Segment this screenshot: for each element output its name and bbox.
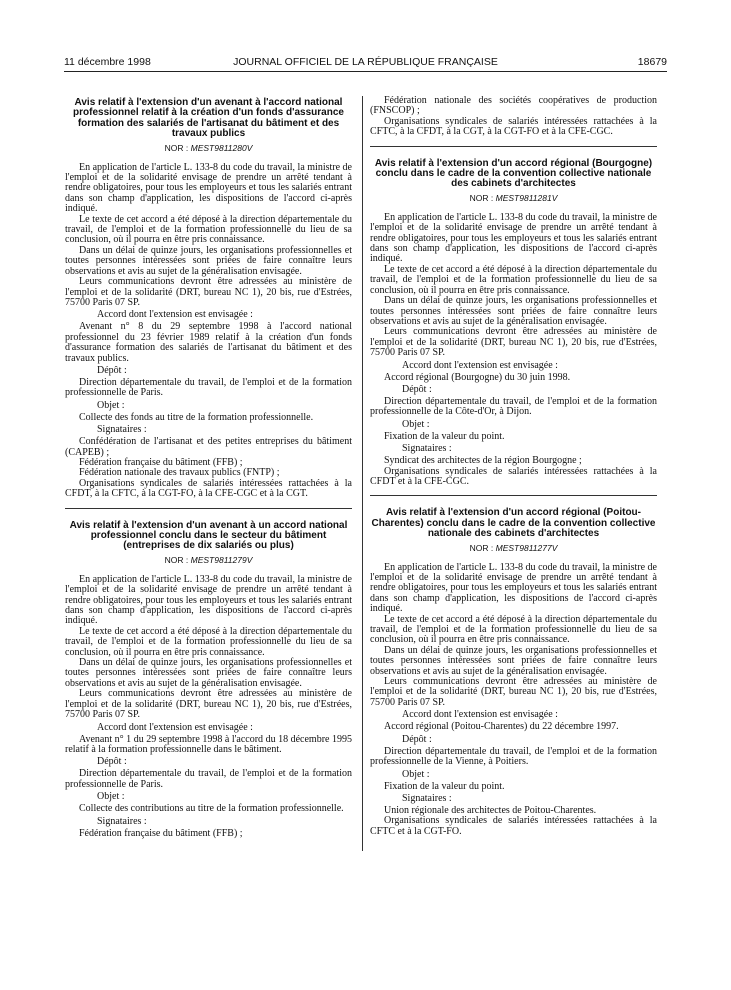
accord-label: Accord dont l'extension est envisagée : — [402, 709, 558, 721]
nor-label: NOR : — [164, 142, 189, 153]
paragraph: Dans un délai de quinze jours, les organisations professionnelles et toutes personnes intéressées sont priées de faire connaître leurs observations et avis au sujet de la généralisation envisagée. — [370, 295, 657, 327]
objet-text: Fixation de la valeur du point. — [384, 780, 505, 792]
depot-text: Direction départementale du travail, de l'emploi et de la formation professionnelle de Paris. — [65, 376, 352, 399]
notice-1-nor — [65, 143, 352, 153]
paragraph: Le texte de cet accord a été déposé à la direction départementale du travail, de l'emploi et de la formation professionnelle du lieu de sa conclusion, où il pourra en être pris connaissance. — [65, 213, 352, 246]
notice-1 — [65, 98, 352, 500]
journal-title: JOURNAL OFFICIEL DE LA RÉPUBLIQUE FRANÇAISE — [233, 56, 498, 68]
paragraph: En application de l'article L. 133-8 du code du travail, la ministre de l'emploi et de la solidarité envisage de prendre un arrêté tendant à rendre obligatoires, pour tous les employeurs et tous les salariés entrant dans son champ d'application, les dispositions de l'accord ci-après indiqué. — [370, 561, 657, 615]
notice-2-nor — [65, 555, 352, 565]
objet-label: Objet : — [97, 791, 125, 803]
signataires-label: Signataires : — [402, 443, 452, 455]
depot-label: Dépôt : — [402, 733, 432, 745]
depot-label: Dépôt : — [97, 364, 127, 376]
nor-label: NOR : — [469, 542, 494, 553]
notice-3-nor — [370, 193, 657, 203]
signatory: Fédération française du bâtiment (FFB) ; — [79, 827, 243, 839]
notice-4-title: Avis relatif à l'extension d'un accord régional (Poitou-Charentes) conclu dans le cadre de la convention collective nationale des cabinets d'architectes — [371, 507, 656, 540]
objet-text: Fixation de la valeur du point. — [384, 430, 505, 442]
notice-2-title: Avis relatif à l'extension d'un avenant à un accord national professionnel conclu dans le secteur du bâtiment (entreprises de dix salariés ou plus) — [69, 519, 348, 552]
notice-4 — [370, 508, 657, 837]
objet-label: Objet : — [402, 418, 430, 430]
paragraph: Le texte de cet accord a été déposé à la direction départementale du travail, de l'emploi et de la formation professionnelle du lieu de sa conclusion, où il pourra en être pris connaissance. — [370, 263, 657, 296]
left-column — [65, 96, 352, 839]
notice-1-title: Avis relatif à l'extension d'un avenant à l'accord national professionnel relatif à la création d'un fonds d'assurance formation des salariés de l'artisanat du bâtiment et des travaux publics — [73, 97, 344, 140]
paragraph: Leurs communications devront être adressées au ministère de l'emploi et de la solidarité (DRT, bureau NC 1), 20 bis, rue d'Estrées, 75700 Paris 07 SP. — [370, 676, 657, 708]
accord-text: Avenant n° 1 du 29 septembre 1998 à l'accord du 18 décembre 1995 relatif à la formation professionnelle dans le bâtiment. — [65, 733, 352, 755]
signatory: Organisations syndicales de salariés intéressées rattachées à la CFDT et à la CFE-CGC. — [370, 465, 657, 487]
notice-3-title: Avis relatif à l'extension d'un accord régional (Bourgogne) conclu dans le cadre de la convention collective nationale des cabinets d'architectes — [374, 157, 653, 190]
depot-text: Direction départementale du travail, de l'emploi et de la formation professionnelle de la Vienne, à Poitiers. — [370, 745, 657, 768]
nor-label: NOR : — [469, 192, 494, 203]
page-number: 18679 — [637, 56, 667, 68]
right-column — [370, 96, 657, 837]
paragraph: En application de l'article L. 133-8 du code du travail, la ministre de l'emploi et de la solidarité envisage de prendre un arrêté tendant à rendre obligatoires, pour tous les employeurs et tous les salariés entrant dans son champ d'application, les dispositions de l'accord ci-après indiqué. — [65, 573, 352, 627]
nor-label: NOR : — [164, 554, 189, 565]
accord-text: Accord régional (Bourgogne) du 30 juin 1998. — [384, 371, 571, 383]
depot-text: Direction départementale du travail, de l'emploi et de la formation professionnelle de la Côte-d'Or, à Dijon. — [370, 395, 657, 418]
page-header — [64, 56, 667, 70]
signatory: Fédération française du bâtiment (FFB) ; — [79, 456, 243, 468]
nor-code: MEST9811277V — [495, 542, 558, 553]
signatory: Union régionale des architectes de Poitou-Charentes. — [384, 804, 597, 816]
nor-code: MEST9811279V — [190, 554, 253, 565]
paragraph: Le texte de cet accord a été déposé à la direction départementale du travail, de l'emploi et de la formation professionnelle du lieu de sa conclusion, où il pourra en être pris connaissance. — [65, 625, 352, 658]
objet-label: Objet : — [97, 399, 125, 411]
paragraph: Leurs communications devront être adressées au ministère de l'emploi et de la solidarité (DRT, bureau NC 1), 20 bis, rue d'Estrées, 75700 Paris 07 SP. — [370, 326, 657, 359]
notice-1-continuation — [370, 96, 657, 138]
paragraph: En application de l'article L. 133-8 du code du travail, la ministre de l'emploi et de la solidarité envisage de prendre un arrêté tendant à rendre obligatoires, pour tous les employeurs et tous les salariés entrant dans son champ d'application, les dispositions de l'accord ci-après indiqué. — [370, 211, 657, 265]
paragraph: Dans un délai de quinze jours, les organisations professionnelles et toutes personnes intéressées sont priées de faire connaître leurs observations et avis au sujet de la généralisation envisagée. — [370, 644, 657, 677]
accord-label: Accord dont l'extension est envisagée : — [402, 359, 558, 371]
nor-code: MEST9811281V — [495, 192, 558, 203]
accord-text: Accord régional (Poitou-Charentes) du 22 décembre 1997. — [384, 721, 619, 733]
objet-text: Collecte des contributions au titre de la formation professionnelle. — [79, 803, 344, 815]
notice-3 — [370, 159, 657, 488]
paragraph: Dans un délai de quinze jours, les organisations professionnelles et toutes personnes intéressées sont priées de faire connaître leurs observations et avis au sujet de la généralisation envisagée. — [65, 657, 352, 689]
accord-text: Avenant n° 8 du 29 septembre 1998 à l'accord national professionnel du 23 février 1989 relatif à la création d'un fonds d'assurance formation des salariés de l'artisanat du bâtiment et des travaux publics. — [65, 321, 352, 364]
objet-label: Objet : — [402, 768, 430, 780]
notice-4-nor — [370, 543, 657, 553]
paragraph: Leurs communications devront être adressées au ministère de l'emploi et de la solidarité (DRT, bureau NC 1), 20 bis, rue d'Estrées, 75700 Paris 07 SP. — [65, 688, 352, 721]
header-rule — [64, 71, 667, 72]
signataires-label: Signataires : — [97, 815, 147, 827]
signataires-label: Signataires : — [402, 792, 452, 804]
nor-code: MEST9811280V — [190, 142, 253, 153]
objet-text: Collecte des fonds au titre de la formation professionnelle. — [79, 411, 314, 423]
accord-label: Accord dont l'extension est envisagée : — [97, 721, 253, 733]
signatory: Organisations syndicales de salariés intéressées rattachées à la CFTC et à la CGT-FO. — [370, 815, 657, 837]
signatory: Organisations syndicales de salariés intéressées rattachées à la CFTC, à la CFDT, à la CGT, à la CGT-FO et à la CFE-CGC. — [370, 115, 657, 138]
accord-label: Accord dont l'extension est envisagée : — [97, 309, 253, 321]
paragraph: En application de l'article L. 133-8 du code du travail, la ministre de l'emploi et de la solidarité envisage de prendre un arrêté tendant à rendre obligatoires, pour tous les employeurs et tous les salariés entrant dans son champ d'application, les dispositions de l'accord ci-après indiqué. — [65, 161, 352, 215]
signatory: Syndicat des architectes de la région Bourgogne ; — [384, 455, 582, 467]
notice-separator — [65, 508, 352, 509]
signatory: Organisations syndicales de salariés intéressées rattachées à la CFDT, à la CFTC, à la CGT-FO, à la CFE-CGC et à la CGT. — [65, 477, 352, 500]
paragraph: Dans un délai de quinze jours, les organisations professionnelles et toutes personnes intéressées sont priées de faire connaître leurs observations et avis au sujet de la généralisation envisagée. — [65, 244, 352, 277]
paragraph: Leurs communications devront être adressées au ministère de l'emploi et de la solidarité (DRT, bureau NC 1), 20 bis, rue d'Estrées, 75700 Paris 07 SP. — [65, 276, 352, 308]
signataires-label: Signataires : — [97, 424, 147, 436]
notice-separator — [370, 146, 657, 147]
depot-label: Dépôt : — [402, 383, 432, 395]
signatory: Confédération de l'artisanat et des petites entreprises du bâtiment (CAPEB) ; — [65, 436, 352, 458]
notice-separator — [370, 495, 657, 496]
signatory: Fédération nationale des sociétés coopératives de production (FNSCOP) ; — [370, 95, 657, 117]
column-divider — [362, 96, 363, 851]
header-date: 11 décembre 1998 — [64, 56, 151, 68]
signatory: Fédération nationale des travaux publics (FNTP) ; — [79, 467, 280, 479]
depot-label: Dépôt : — [97, 756, 127, 768]
paragraph: Le texte de cet accord a été déposé à la direction départementale du travail, de l'emploi et de la formation professionnelle du lieu de sa conclusion, où il pourra en être pris connaissance. — [370, 613, 657, 646]
notice-2 — [65, 521, 352, 839]
depot-text: Direction départementale du travail, de l'emploi et de la formation professionnelle de Paris. — [65, 768, 352, 790]
